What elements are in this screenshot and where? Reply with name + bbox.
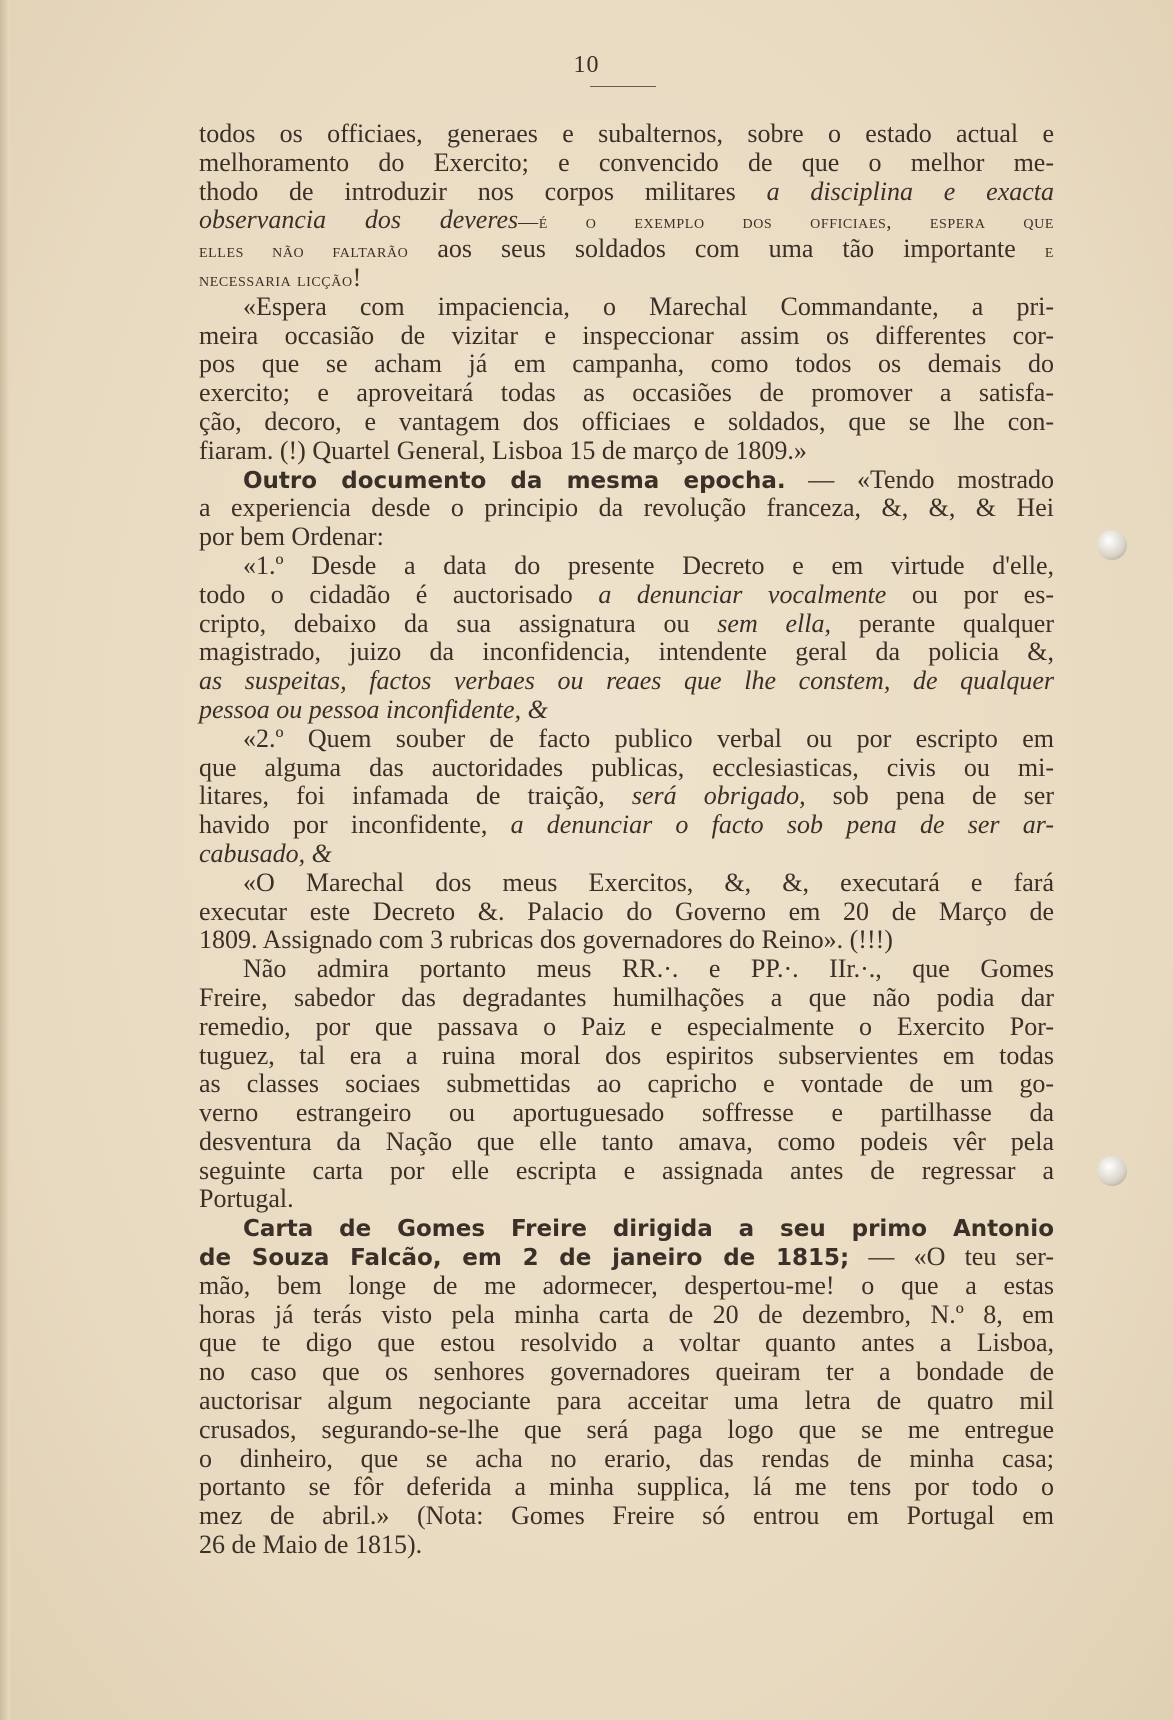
text-line bbox=[199, 408, 1054, 437]
text-segment: cabusado, & bbox=[199, 838, 332, 868]
text-segment: ção, decoro, e vantagem dos officiaes e soldados, que se lhe con- bbox=[199, 406, 1054, 436]
text-segment: «2.º Quem souber de facto publico verbal ou por escripto em bbox=[243, 723, 1054, 753]
text-line bbox=[199, 1042, 1054, 1071]
text-line bbox=[199, 466, 1054, 495]
text-segment: que te digo que estou resolvido a voltar quanto antes a Lisboa, bbox=[199, 1328, 1054, 1358]
text-line bbox=[199, 1358, 1054, 1387]
text-line bbox=[199, 178, 1054, 207]
text-line bbox=[199, 1387, 1054, 1416]
text-segment: fiaram. (!) Quartel General, Lisboa 15 de março de 1809.» bbox=[199, 435, 807, 465]
text-segment: horas já terás visto pela minha carta de 20 de dezembro, N.º 8, em bbox=[199, 1299, 1054, 1329]
text-line bbox=[199, 667, 1054, 696]
text-segment: observancia dos deveres bbox=[199, 205, 519, 235]
text-segment: no caso que os senhores governadores queiram ter a bondade de bbox=[199, 1357, 1054, 1387]
text-line bbox=[199, 437, 1054, 466]
text-line bbox=[199, 149, 1054, 178]
text-line bbox=[199, 1445, 1054, 1474]
text-segment: todo o cidadão é auctorisado bbox=[199, 579, 599, 609]
text-line bbox=[199, 264, 1054, 293]
text-segment: auctorisar algum negociante para acceitar uma letra de quatro mil bbox=[199, 1386, 1054, 1416]
text-segment: Carta de Gomes Freire dirigida a seu primo Antonio bbox=[243, 1216, 1054, 1243]
body-text bbox=[199, 120, 1054, 1560]
text-segment: cripto, debaixo da sua assignatura ou bbox=[199, 608, 718, 638]
text-segment: ou por es- bbox=[886, 579, 1054, 609]
text-segment: necessaria licção bbox=[199, 268, 353, 291]
text-segment: havido por inconfidente, bbox=[199, 810, 511, 840]
text-segment: mez de abril.» (Nota: Gomes Freire só entrou em Portugal em bbox=[199, 1501, 1054, 1531]
text-segment: que alguma das auctoridades publicas, ecclesiasticas, civis ou mi- bbox=[199, 752, 1054, 782]
text-line bbox=[199, 1128, 1054, 1157]
text-segment: 26 de Maio de 1815). bbox=[199, 1530, 423, 1560]
text-segment: sob pena de ser bbox=[805, 781, 1054, 811]
text-line bbox=[199, 696, 1054, 725]
text-segment: elles não faltarão bbox=[199, 240, 409, 263]
text-line bbox=[199, 235, 1054, 264]
text-segment: tuguez, tal era a ruina moral dos espiritos subservientes em todas bbox=[199, 1040, 1054, 1070]
margin-stain bbox=[1097, 530, 1127, 560]
text-segment: será obrigado, bbox=[631, 781, 806, 811]
text-segment: a denunciar o facto sob pena de ser ar- bbox=[510, 810, 1055, 840]
text-line bbox=[199, 379, 1054, 408]
text-line bbox=[199, 322, 1054, 351]
text-segment: as classes sociaes submettidas ao capricho e vontade de um go- bbox=[199, 1069, 1054, 1099]
text-segment: melhoramento do Exercito; e convencido de que o melhor me- bbox=[199, 147, 1054, 177]
text-line bbox=[199, 1243, 1054, 1272]
text-line bbox=[199, 1502, 1054, 1531]
text-line bbox=[199, 293, 1054, 322]
page-number-rule bbox=[590, 86, 656, 87]
text-line bbox=[199, 1157, 1054, 1186]
text-segment: ! bbox=[352, 262, 362, 292]
text-line bbox=[199, 206, 1054, 235]
text-segment: Freire, sabedor das degradantes humilhações a que não podia dar bbox=[199, 982, 1054, 1012]
text-segment: desventura da Nação que elle tanto amava, como podeis vêr pela bbox=[199, 1126, 1054, 1156]
text-line bbox=[199, 811, 1054, 840]
text-segment: a experiencia desde o principio da revolução franceza, &, &, & Hei bbox=[199, 493, 1054, 523]
text-segment: magistrado, juizo da inconfidencia, intendente geral da policia &, bbox=[199, 637, 1054, 667]
text-line bbox=[199, 1070, 1054, 1099]
text-line bbox=[199, 725, 1054, 754]
text-segment: — «Tendo mostrado bbox=[785, 464, 1054, 494]
text-line bbox=[199, 1329, 1054, 1358]
text-segment: — «O teu ser- bbox=[849, 1242, 1054, 1272]
text-line bbox=[199, 840, 1054, 869]
text-line bbox=[199, 1013, 1054, 1042]
page-number: 10 bbox=[573, 52, 600, 78]
text-segment: «1.º Desde a data do presente Decreto e em virtude d'elle, bbox=[243, 550, 1054, 580]
text-segment: «Espera com impaciencia, o Marechal Commandante, a pri- bbox=[243, 291, 1054, 321]
text-line bbox=[199, 926, 1054, 955]
text-line bbox=[199, 1416, 1054, 1445]
text-line bbox=[199, 494, 1054, 523]
text-line bbox=[199, 1099, 1054, 1128]
text-segment: «O Marechal dos meus Exercitos, &, &, executará e fará bbox=[243, 867, 1054, 897]
text-segment: por bem Ordenar: bbox=[199, 522, 384, 552]
text-segment: Não admira portanto meus RR.·. e PP.·. IIr.·., que Gomes bbox=[243, 954, 1054, 984]
text-segment: a disciplina e exacta bbox=[766, 176, 1054, 206]
text-segment: pessoa ou pessoa inconfidente, & bbox=[199, 694, 548, 724]
text-line bbox=[199, 610, 1054, 639]
margin-stain bbox=[1097, 1156, 1127, 1186]
text-segment: crusados, segurando-se-lhe que será paga logo que se me entregue bbox=[199, 1414, 1054, 1444]
text-segment: Outro documento da mesma epocha. bbox=[243, 467, 786, 494]
text-line bbox=[199, 1214, 1054, 1243]
text-segment: mão, bem longe de me adormecer, despertou-me! o que a estas bbox=[199, 1270, 1054, 1300]
text-segment: Portugal. bbox=[199, 1184, 294, 1214]
text-segment: de Souza Falcão, em 2 de janeiro de 1815; bbox=[199, 1245, 850, 1272]
text-segment: aos seus soldados com uma tão importante bbox=[408, 234, 1045, 264]
text-segment: 1809. Assignado com 3 rubricas dos governadores do Reino». (!!!) bbox=[199, 925, 893, 955]
text-line bbox=[199, 120, 1054, 149]
text-line bbox=[199, 1301, 1054, 1330]
text-line bbox=[199, 581, 1054, 610]
text-line bbox=[199, 984, 1054, 1013]
text-segment: seguinte carta por elle escripta e assignada antes de regressar a bbox=[199, 1155, 1054, 1185]
text-segment: verno estrangeiro ou aportuguesado soffresse e partilhasse da bbox=[199, 1098, 1054, 1128]
text-segment: meira occasião de vizitar e inspeccionar assim os differentes cor- bbox=[199, 320, 1054, 350]
text-segment: —é o exemplo dos officiaes, espera que bbox=[518, 211, 1054, 234]
text-segment: remedio, por que passava o Paiz e especialmente o Exercito Por- bbox=[199, 1011, 1054, 1041]
page-spine-shadow bbox=[0, 0, 10, 1720]
text-segment: sem ella, bbox=[717, 608, 831, 638]
text-segment: a denunciar vocalmente bbox=[598, 579, 887, 609]
text-segment: thodo de introduzir nos corpos militares bbox=[199, 176, 767, 206]
text-line bbox=[199, 898, 1054, 927]
text-segment: pos que se acham já em campanha, como todos os demais do bbox=[199, 349, 1054, 379]
text-segment: exercito; e aproveitará todas as occasiões de promover a satisfa- bbox=[199, 378, 1054, 408]
text-line bbox=[199, 1272, 1054, 1301]
text-segment: portanto se fôr deferida a minha supplica, lá me tens por todo o bbox=[199, 1472, 1054, 1502]
text-line bbox=[199, 782, 1054, 811]
text-segment: executar este Decreto &. Palacio do Governo em 20 de Março de bbox=[199, 896, 1054, 926]
text-line bbox=[199, 869, 1054, 898]
text-line bbox=[199, 638, 1054, 667]
text-segment: todos os officiaes, generaes e subalternos, sobre o estado actual e bbox=[199, 119, 1054, 148]
text-line bbox=[199, 350, 1054, 379]
text-segment: litares, foi infamada de traição, bbox=[199, 781, 632, 811]
text-line bbox=[199, 1473, 1054, 1502]
text-line bbox=[199, 552, 1054, 581]
text-line bbox=[199, 1185, 1054, 1214]
text-segment: as suspeitas, factos verbaes ou reaes que lhe constem, de qualquer bbox=[199, 666, 1054, 696]
text-line bbox=[199, 754, 1054, 783]
text-line bbox=[199, 955, 1054, 984]
text-line bbox=[199, 1531, 1054, 1560]
text-segment: perante qualquer bbox=[830, 608, 1055, 638]
text-segment: e bbox=[1044, 240, 1054, 263]
text-line bbox=[199, 523, 1054, 552]
text-segment: o dinheiro, que se acha no erario, das rendas de minha casa; bbox=[199, 1443, 1054, 1473]
